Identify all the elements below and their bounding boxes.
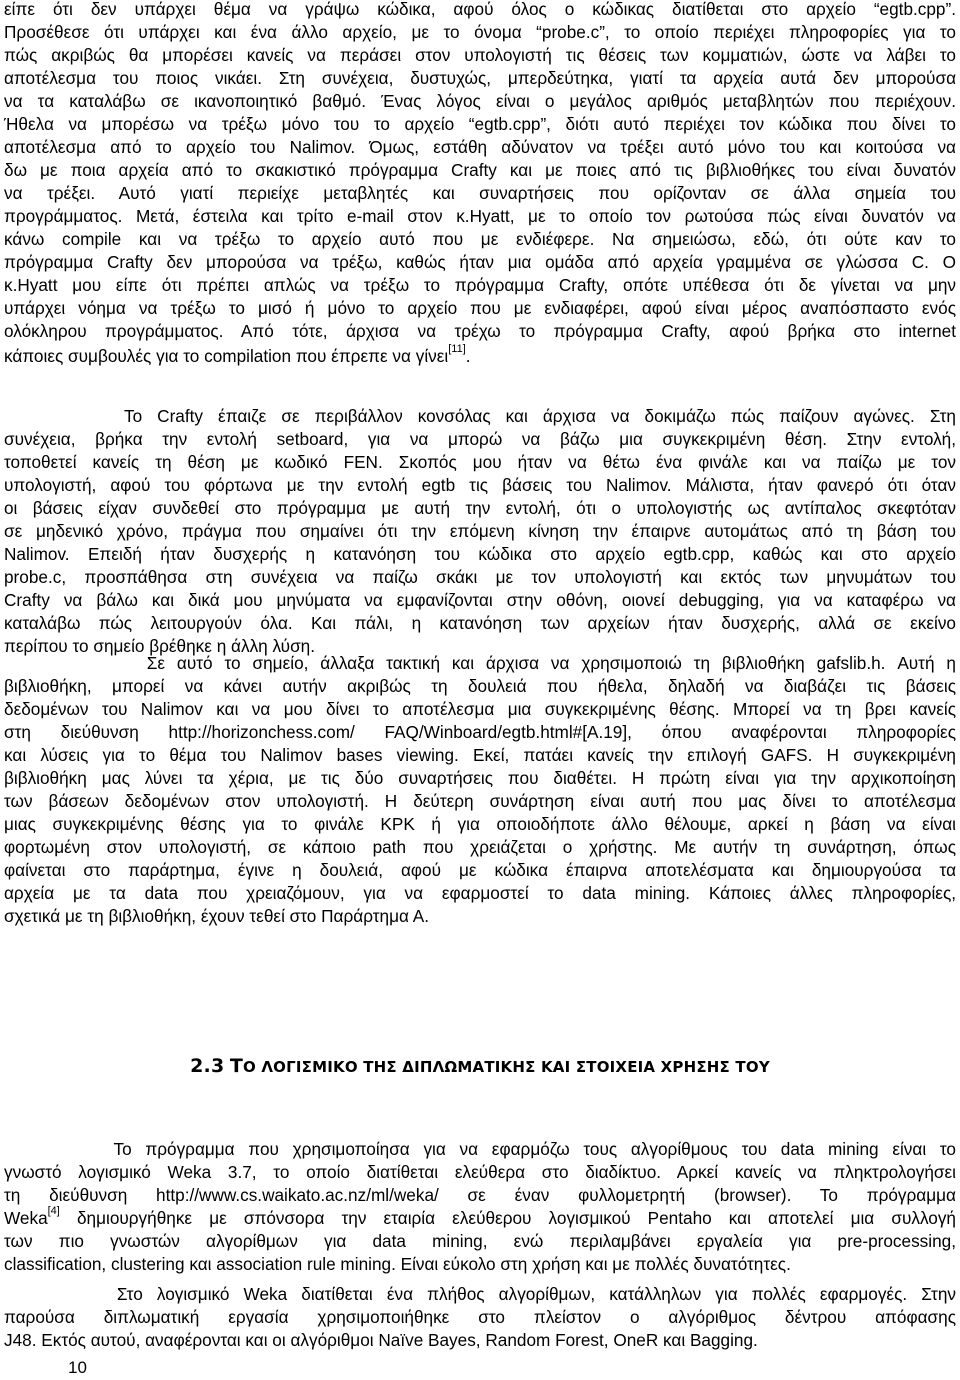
text-line: προγράμματος. Μετά, έστειλα και τρίτο e-mail στον κ.Hyatt, με το οποίο τον ρωτούσα πώς είναι δυνατόν να bbox=[4, 206, 956, 226]
text-line: φαίνεται στο παράρτημα, έγινε η δουλειά, αφού με κώδικα έπαιρνα αποτελέσματα και δημιουργούσα τα bbox=[4, 860, 956, 880]
paragraph-1 bbox=[4, 0, 956, 368]
text-line bbox=[4, 345, 956, 368]
text-line: να τρέξει. Αυτό γιατί περιείχε μεταβλητές και συναρτήσεις που ορίζονταν σε άλλα σημεία του bbox=[4, 183, 956, 203]
text-line: δω με ποια αρχεία από το σκακιστικό πρόγραμμα Crafty και με ποιες από τις βιβλιοθήκες του είναι δυνατόν bbox=[4, 160, 956, 180]
text-line: probe.c, προσπάθησα στη συνέχεια να παίζω σκάκι με τον υπολογιστή και εκτός των μηνυμάτων του bbox=[4, 567, 956, 587]
text-line: Nalimov. Επειδή ήταν δυσχερής η κατανόηση του κώδικα στο αρχείο egtb.cpp, καθώς και στο αρχείο bbox=[4, 544, 956, 564]
text-line: σε μηδενικό χρόνο, πράγμα που σημαίνει ότι την επόμενη κίνηση την έπαιρνε αυτομάτως από τη βάση του bbox=[4, 521, 956, 541]
section-heading bbox=[0, 1055, 960, 1077]
section-number: 2.3 bbox=[190, 1055, 225, 1077]
text-line: Ήθελα να μπορέσω να τρέξω μόνο του το αρχείο “egtb.cpp”, διότι αυτό περιέχει τον κώδικα που δίνει το bbox=[4, 114, 956, 134]
section-title-rest: Ο ΛΟΓΙΣΜΙΚΟ ΤΗΣ ΔΙΠΛΩΜΑΤΙΚΗΣ ΚΑΙ ΣΤΟΙΧΕΙΑ ΧΡΗΣΗΣ ΤΟΥ bbox=[243, 1058, 770, 1076]
text-line: Το πρόγραμμα που χρησιμοποίησα για να εφαρμόζω τους αλγορίθμους του data mining είναι το bbox=[4, 1139, 956, 1159]
text-line: υπάρχει νόημα να τρέξω το μισό ή μόνο το αρχείο που με ενδιαφέρει, αφού είναι μέρος αναπόσπαστο ενός bbox=[4, 298, 956, 318]
text-line: κάνω compile και να τρέξω το αρχείο αυτό που με ενδιέφερε. Να σημειώσω, εδώ, ότι ούτε καν το bbox=[4, 229, 956, 249]
text-line bbox=[4, 1207, 956, 1230]
text-line: σχετικά με τη βιβλιοθήκη, έχουν τεθεί στο Παράρτημα Α. bbox=[4, 906, 429, 926]
text-line: των πιο γνωστών αλγορίθμων για data mining, ενώ περιλαμβάνει εργαλεία για pre-processing, bbox=[4, 1231, 956, 1251]
text-line: φορτωμένη στον υπολογιστή, σε κάποιο path που χρειάζεται ο χρήστης. Με αυτήν τη συνάρτηση, όπως bbox=[4, 837, 956, 857]
paragraph-3 bbox=[4, 652, 956, 928]
text-line: υπολογιστή, αφού του φόρτωνα με την εντολή egtb τις βάσεις του Nalimov. Μάλιστα, ήταν φανερό ότι όταν bbox=[4, 475, 956, 495]
text-line: παρούσα διπλωματική εργασία χρησιμοποιήθηκε στο πλείστον ο αλγόριθμος δέντρου απόφασης bbox=[4, 1307, 956, 1327]
text-line: αποτέλεσμα του ποιος νικάει. Στη συνέχεια, δυστυχώς, μπερδεύτηκα, γιατί τα αρχεία αυτά δεν μπορούσα bbox=[4, 68, 956, 88]
paragraph-5 bbox=[4, 1283, 956, 1352]
text-line: αρχεία με τα data που χρειαζόμουν, για να εφαρμοστεί το data mining. Κάποιες άλλες πληροφορίες, bbox=[4, 883, 956, 903]
text-line: συνέχεια, βρήκα την εντολή setboard, για να μπορώ να βάζω μια συγκεκριμένη θέση. Στην εντολή, bbox=[4, 429, 956, 449]
text-line: τοποθετεί κανείς τη θέση με κωδικό FEN. Σκοπός μου ήταν να θέτω ένα φινάλε και να παίζω με τον bbox=[4, 452, 956, 472]
text-line: να τα καταλάβω σε ικανοποιητικό βαθμό. Ένας λόγος είναι ο μεγάλος αριθμός μεταβλητών που περιέχουν. bbox=[4, 91, 956, 111]
text-line: στη διεύθυνση http://horizonchess.com/ FAQ/Winboard/egtb.html#[A.19], όπου αναφέρονται πληροφορίες bbox=[4, 722, 956, 742]
page-number: 10 bbox=[68, 1358, 87, 1377]
text-line: οι βάσεις είχαν συνδεθεί στο πρόγραμμα με αυτή την εντολή, ότι ο υπολογιστής ως αντίπαλος σκεφτόταν bbox=[4, 498, 956, 518]
text-line: classification, clustering και association rule mining. Είναι εύκολο στη χρήση και με πολλές δυνατότητες. bbox=[4, 1254, 791, 1274]
paragraph-2 bbox=[4, 405, 956, 658]
text-line: Σε αυτό το σημείο, άλλαξα τακτική και άρχισα να χρησιμοποιώ τη βιβλιοθήκη gafslib.h. Αυτή η bbox=[4, 653, 956, 673]
section-title-initial: Τ bbox=[229, 1055, 243, 1077]
text-fragment: δημιουργήθηκε με σπόνσορα την εταιρία ελεύθερου λογισμικού Pentaho και αποτελεί μια συλλογή bbox=[59, 1208, 956, 1228]
citation-reference: [4] bbox=[47, 1205, 60, 1217]
text-line: καταλάβω πώς λειτουργούν όλα. Και πάλι, η κατανόηση των αρχείων ήταν δυσχερής, αλλά σε εκείνο bbox=[4, 613, 956, 633]
text-line: κ.Hyatt μου είπε ότι πρέπει απλώς να τρέξω το πρόγραμμα Crafty, οπότε υπέθεσα ότι δε γίνεται να μην bbox=[4, 275, 956, 295]
text-line: Στο λογισμικό Weka διατίθεται ένα πλήθος αλγορίθμων, κατάλληλων για πολλές εφαρμογές. Στην bbox=[4, 1284, 956, 1304]
text-line: τη διεύθυνση http://www.cs.waikato.ac.nz/ml/weka/ σε έναν φυλλομετρητή (browser). Το πρόγραμμα bbox=[4, 1185, 956, 1205]
text-fragment: κάποιες συμβουλές για το compilation που έπρεπε να γίνει bbox=[4, 346, 449, 366]
text-line: Προσέθεσε ότι υπάρχει και ένα άλλο αρχείο, με το όνομα “probe.c”, το οποίο περιέχει πληροφορίες για το bbox=[4, 22, 956, 42]
text-line: Το Crafty έπαιζε σε περιβάλλον κονσόλας και άρχισα να δοκιμάζω πώς παίζουν αγώνες. Στη bbox=[4, 406, 956, 426]
text-line: περίπου το σημείο βρέθηκε η άλλη λύση. bbox=[4, 636, 316, 656]
text-line: πώς ακριβώς θα μπορέσει κανείς να περάσει στον υπολογιστή τις θέσεις των κομματιών, ώστε να λάβει το bbox=[4, 45, 956, 65]
text-line: ολόκληρου προγράμματος. Από τότε, άρχισα να τρέχω το πρόγραμμα Crafty, αφού βρήκα στο internet bbox=[4, 321, 956, 341]
text-line: δεδομένων του Nalimov και να μου δίνει το αποτέλεσμα μια συγκεκριμένης θέσης. Μπορεί να τη βρει κανείς bbox=[4, 699, 956, 719]
text-line: βιβλιοθήκη μας λύνει τα χέρια, με τις δύο συναρτήσεις που διαθέτει. Η πρώτη είναι για την αρχικοποίηση bbox=[4, 768, 956, 788]
text-line: βιβλιοθήκη, μπορεί να κάνει αυτήν ακριβώς τη δουλειά που ήθελα, δηλαδή να διαβάζει τις βάσεις bbox=[4, 676, 956, 696]
text-line: αποτέλεσμα από το αρχείο του Nalimov. Όμως, εστάθη αδύνατον να τρέξει αυτό μόνο του και κοιτούσα να bbox=[4, 137, 956, 157]
text-fragment: . bbox=[465, 346, 471, 366]
text-line: των βάσεων δεδομένων στον υπολογιστή. Η δεύτερη συνάρτηση είναι αυτή που μας δίνει το αποτέλεσμα bbox=[4, 791, 956, 811]
text-fragment: Weka bbox=[4, 1208, 48, 1228]
paragraph-4 bbox=[4, 1138, 956, 1276]
text-line: είπε ότι δεν υπάρχει θέμα να γράψω κώδικα, αφού όλος ο κώδικας διατίθεται στο αρχείο “egtb.cpp”. bbox=[4, 0, 956, 19]
text-line: και λύσεις για το θέμα του Nalimov bases viewing. Εκεί, πατάει κανείς την επιλογή GAFS. Η συγκεκριμένη bbox=[4, 745, 956, 765]
text-line: γνωστό λογισμικό Weka 3.7, το οποίο διατίθεται ελεύθερα στο διαδίκτυο. Αρκεί κανείς να πληκτρολογήσει bbox=[4, 1162, 956, 1182]
citation-reference: [11] bbox=[448, 343, 466, 355]
text-line: μιας συγκεκριμένης θέσης για το φινάλε KPK ή για οποιοδήποτε άλλο θέλουμε, αρκεί η βάση να είναι bbox=[4, 814, 956, 834]
text-line: J48. Εκτός αυτού, αναφέρονται και οι αλγόριθμοι Naïve Bayes, Random Forest, OneR και Bagging. bbox=[4, 1330, 758, 1350]
text-line: πρόγραμμα Crafty δεν μπορούσα να τρέξω, καθώς ήταν μια ομάδα από αρχεία γραμμένα σε γλώσσα C. Ο bbox=[4, 252, 956, 272]
text-line: Crafty να βάλω και δικά μου μηνύματα να εμφανίζονται στην οθόνη, οιονεί debugging, για να καταφέρω να bbox=[4, 590, 956, 610]
section-title bbox=[229, 1055, 770, 1077]
